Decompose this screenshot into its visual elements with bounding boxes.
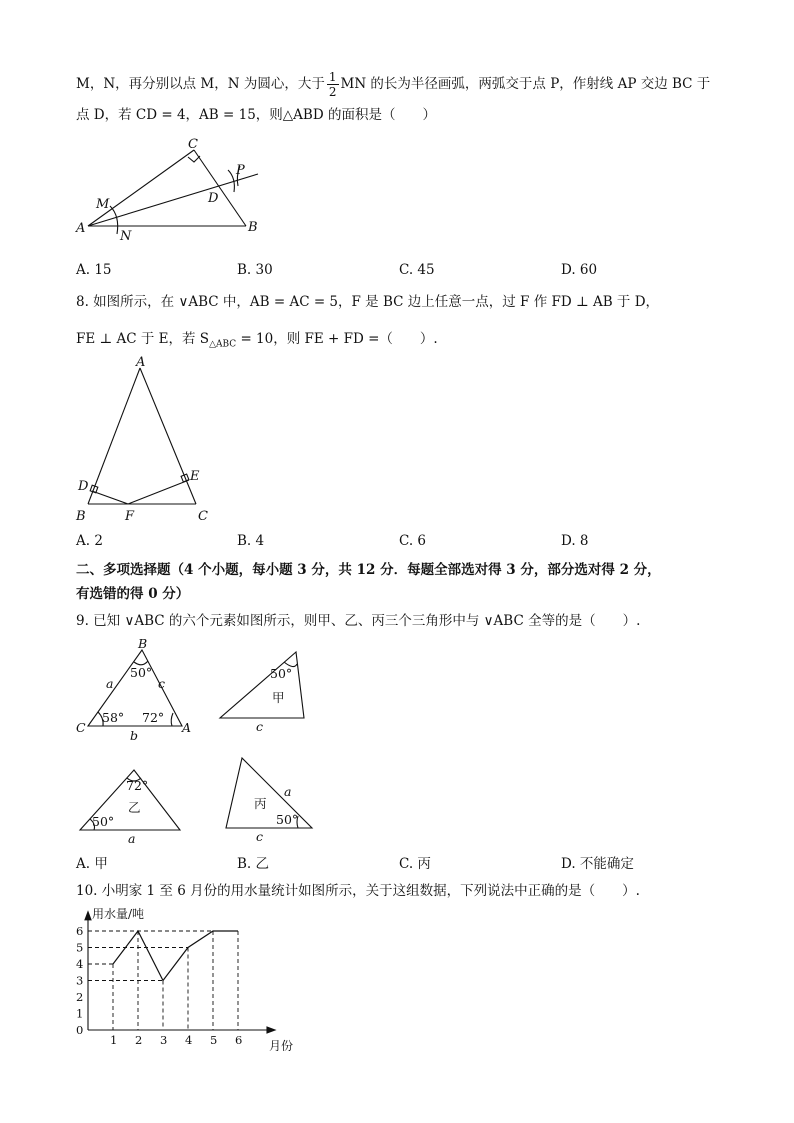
ray-ap (88, 174, 258, 226)
y-tick-label: 0 (76, 1023, 84, 1037)
label-a: A (182, 720, 192, 735)
segment-ac (88, 150, 194, 226)
angle-a-value: 72° (142, 710, 165, 725)
y-tick-label: 4 (76, 957, 84, 971)
q7-line1 (76, 70, 710, 99)
bing-side-c-label: c (256, 829, 264, 844)
label-c: C (188, 137, 198, 152)
y-axis-arrow (85, 912, 91, 920)
q7-line1-part-b: MN 的长为半径画弧，两弧交于点 P，作射线 AP 交边 BC 于 (340, 76, 711, 92)
jia-side-label: c (256, 719, 264, 734)
fraction-half (327, 70, 339, 99)
angle-arc-a (171, 713, 173, 726)
x-tick-label: 5 (210, 1033, 218, 1047)
segment-ab (88, 368, 140, 504)
q8-option-d[interactable]: D. 8 (561, 533, 589, 549)
yi-angle-left-value: 50° (92, 814, 115, 829)
q8-figure (70, 356, 220, 526)
q8-line1: 8. 如图所示，在 ∨ABC 中，AB = AC = 5，F 是 BC 边上任意一点，过 F 作 FD ⊥ AB 于 D， (76, 294, 660, 310)
label-m: M (96, 197, 110, 212)
bing-name: 丙 (254, 796, 267, 811)
label-e: E (190, 469, 200, 484)
q10-line-chart (70, 904, 310, 1054)
segment-fd (92, 491, 128, 504)
q9-triangle-bing (218, 752, 322, 844)
label-c: C (198, 509, 208, 524)
x-tick-label: 1 (110, 1033, 118, 1047)
arc-mn (110, 206, 118, 234)
q9-line1: 9. 已知 ∨ABC 的六个元素如图所示，则甲、乙、丙三个三角形中与 ∨ABC 全等的是（ ）. (76, 613, 641, 629)
angle-b-value: 50° (130, 665, 153, 680)
q9-option-b[interactable]: B. 乙 (237, 856, 270, 872)
label-a: A (136, 356, 146, 370)
q9-option-c[interactable]: C. 丙 (399, 856, 431, 872)
label-b: B (248, 220, 258, 235)
jia-name: 甲 (272, 690, 285, 705)
label-c: C (76, 720, 86, 735)
angle-c-value: 58° (102, 710, 125, 725)
label-f: F (125, 509, 135, 524)
side-b-label: b (130, 728, 139, 743)
q8-area-subscript: △ABC (209, 339, 237, 350)
q8-line2-part-a: FE ⊥ AC 于 E，若 S (76, 331, 210, 347)
water-usage-line (113, 931, 238, 981)
jia-angle-value: 50° (270, 666, 293, 681)
bing-side-a-label: a (284, 784, 292, 799)
q7-line1-part-a: M，N，再分别以点 M，N 为圆心，大于 (76, 76, 325, 92)
triangle-bing-outline (226, 758, 312, 828)
segment-cb (194, 150, 246, 226)
q10-line1: 10. 小明家 1 至 6 月份的用水量统计如图所示，关于这组数据，下列说法中正确的是（ ）. (76, 883, 640, 899)
y-axis-label: 用水量/吨 (92, 906, 145, 921)
q8-line2 (76, 330, 438, 354)
q8-option-c[interactable]: C. 6 (399, 533, 427, 549)
q9-option-a[interactable]: A. 甲 (76, 856, 108, 872)
label-p: P (236, 163, 245, 178)
q8-line2-part-b: = 10，则 FE + FD =（ ）. (236, 331, 438, 347)
label-b: B (138, 636, 148, 651)
x-tick-label: 4 (185, 1033, 193, 1047)
arc-p1 (228, 170, 234, 192)
q7-figure (70, 136, 270, 246)
yi-side-label: a (128, 831, 136, 846)
q7-line2: 点 D，若 CD = 4，AB = 15，则△ABD 的面积是（ ） (76, 107, 436, 123)
q7-option-b[interactable]: B. 30 (237, 262, 273, 278)
label-d: D (78, 479, 89, 494)
y-tick-label: 5 (76, 940, 84, 955)
q7-option-d[interactable]: D. 60 (561, 262, 598, 278)
q8-option-a[interactable]: A. 2 (76, 533, 103, 549)
x-axis-label: 月份 (269, 1039, 294, 1053)
label-b: B (76, 509, 86, 524)
label-a: A (76, 221, 86, 236)
fraction-numerator: 1 (328, 70, 337, 84)
yi-name: 乙 (128, 800, 141, 815)
section2-heading-line2: 有选错的得 0 分） (76, 586, 190, 602)
label-n: N (120, 229, 132, 244)
y-tick-label: 3 (76, 973, 84, 988)
y-tick-label: 2 (76, 990, 84, 1004)
q7-option-c[interactable]: C. 45 (399, 262, 435, 278)
triangle-jia-outline (220, 652, 304, 718)
segment-ac (140, 368, 196, 504)
q9-option-d[interactable]: D. 不能确定 (561, 856, 634, 872)
x-tick-label: 2 (135, 1033, 143, 1047)
x-tick-label: 6 (235, 1033, 243, 1047)
side-a-label: a (106, 676, 114, 691)
q7-option-a[interactable]: A. 15 (76, 262, 112, 278)
y-tick-label: 6 (76, 924, 84, 938)
side-c-label: c (158, 676, 166, 691)
y-tick-label: 1 (76, 1006, 84, 1021)
label-d: D (208, 191, 219, 206)
q9-triangle-yi (72, 762, 188, 846)
section2-heading-line1: 二、多项选择题（4 个小题，每小题 3 分，共 12 分．每题全部选对得 3 分，部分选对得 2 分， (76, 562, 661, 578)
bing-angle-value: 50° (276, 812, 299, 827)
x-axis-arrow (267, 1027, 275, 1033)
yi-angle-top-value: 72° (126, 778, 149, 793)
segment-fe (128, 480, 189, 504)
fraction-denominator: 2 (328, 85, 337, 99)
q9-triangle-jia (212, 640, 322, 736)
q9-triangle-abc (70, 636, 200, 746)
q8-option-b[interactable]: B. 4 (237, 533, 265, 549)
x-tick-label: 3 (160, 1033, 168, 1047)
